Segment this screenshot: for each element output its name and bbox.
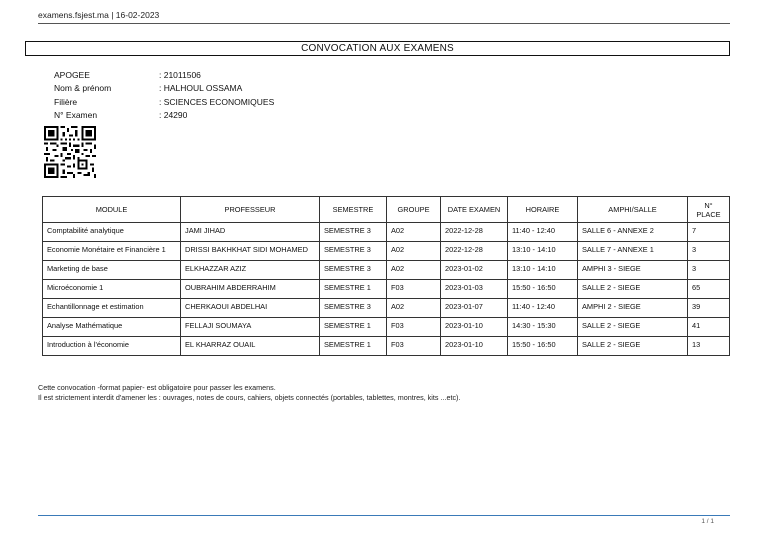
table-cell: SEMESTRE 1 xyxy=(320,337,387,356)
table-header-row xyxy=(43,197,730,223)
table-cell: EL KHARRAZ OUAIL xyxy=(181,337,320,356)
info-value: : HALHOUL OSSAMA xyxy=(159,83,243,94)
column-header: MODULE xyxy=(43,197,181,223)
table-cell: 2023-01-10 xyxy=(441,337,508,356)
table-cell: A02 xyxy=(387,242,441,261)
table-cell: 11:40 - 12:40 xyxy=(508,223,578,242)
table-cell: SEMESTRE 3 xyxy=(320,261,387,280)
table-row xyxy=(43,242,730,261)
table-cell: 2023-01-02 xyxy=(441,261,508,280)
info-row-apogee xyxy=(54,69,274,82)
table-cell: 15:50 - 16:50 xyxy=(508,337,578,356)
table-cell: JAMI JIHAD xyxy=(181,223,320,242)
exams-table xyxy=(42,196,730,356)
table-cell: Introduction à l'économie xyxy=(43,337,181,356)
notes xyxy=(38,383,460,402)
table-cell: Marketing de base xyxy=(43,261,181,280)
table-cell: 2023-01-03 xyxy=(441,280,508,299)
table-cell: 3 xyxy=(688,261,730,280)
table-cell: 2023-01-07 xyxy=(441,299,508,318)
table-cell: SALLE 2 - SIEGE xyxy=(578,318,688,337)
info-label: APOGEE xyxy=(54,70,90,80)
table-cell: 13:10 - 14:10 xyxy=(508,242,578,261)
info-label: Filière xyxy=(54,96,78,107)
info-label: Nom & prénom xyxy=(54,83,112,94)
table-cell: 3 xyxy=(688,242,730,261)
footer-divider xyxy=(38,515,730,516)
info-value: : SCIENCES ECONOMIQUES xyxy=(159,96,275,107)
table-cell: SALLE 7 - ANNEXE 1 xyxy=(578,242,688,261)
table-cell: Analyse Mathématique xyxy=(43,318,181,337)
table-cell: 11:40 - 12:40 xyxy=(508,299,578,318)
table-cell: Microéconomie 1 xyxy=(43,280,181,299)
table-cell: F03 xyxy=(387,280,441,299)
table-cell: 2023-01-10 xyxy=(441,318,508,337)
table-row xyxy=(43,261,730,280)
document-title: CONVOCATION AUX EXAMENS xyxy=(25,41,730,56)
info-row-filiere xyxy=(54,96,274,109)
table-cell: SALLE 2 - SIEGE xyxy=(578,280,688,299)
table-cell: 13 xyxy=(688,337,730,356)
qr-code-icon xyxy=(44,126,96,178)
table-cell: F03 xyxy=(387,318,441,337)
note-forbidden-items: Il est strictement interdit d'amener les : ouvrages, notes de cours, cahiers, objets connectés (portables, tablettes, montres, kits ...etc). xyxy=(38,392,461,402)
info-row-exam-number xyxy=(54,109,274,122)
table-cell: 65 xyxy=(688,280,730,299)
info-row-name xyxy=(54,82,274,95)
table-cell: A02 xyxy=(387,223,441,242)
table-cell: SEMESTRE 1 xyxy=(320,318,387,337)
info-label: N° Examen xyxy=(54,109,98,120)
page-header: examens.fsjest.ma | 16-02-2023 xyxy=(38,10,730,24)
table-cell: A02 xyxy=(387,299,441,318)
column-header: N° PLACE xyxy=(688,197,730,223)
info-value: : 21011506 xyxy=(159,70,201,80)
table-cell: AMPHI 2 - SIEGE xyxy=(578,299,688,318)
table-cell: Echantillonnage et estimation xyxy=(43,299,181,318)
column-header: HORAIRE xyxy=(508,197,578,223)
table-cell: AMPHI 3 - SIEGE xyxy=(578,261,688,280)
table-cell: 13:10 - 14:10 xyxy=(508,261,578,280)
column-header: SEMESTRE xyxy=(320,197,387,223)
table-cell: Economie Monétaire et Financière 1 xyxy=(43,242,181,261)
table-row xyxy=(43,337,730,356)
table-row xyxy=(43,223,730,242)
table-cell: SALLE 2 - SIEGE xyxy=(578,337,688,356)
table-cell: SEMESTRE 3 xyxy=(320,223,387,242)
table-cell: 41 xyxy=(688,318,730,337)
table-cell: SEMESTRE 3 xyxy=(320,299,387,318)
table-cell: SEMESTRE 1 xyxy=(320,280,387,299)
table-cell: Comptabilité analytique xyxy=(43,223,181,242)
table-cell: 39 xyxy=(688,299,730,318)
page-number: 1 / 1 xyxy=(701,518,714,525)
table-cell: 7 xyxy=(688,223,730,242)
table-cell: A02 xyxy=(387,261,441,280)
table-cell: F03 xyxy=(387,337,441,356)
table-cell: SEMESTRE 3 xyxy=(320,242,387,261)
table-cell: 2022-12-28 xyxy=(441,223,508,242)
table-cell: 2022-12-28 xyxy=(441,242,508,261)
table-row xyxy=(43,318,730,337)
table-cell: DRISSI BAKHKHAT SIDI MOHAMED xyxy=(181,242,320,261)
table-cell: SALLE 6 - ANNEXE 2 xyxy=(578,223,688,242)
column-header: PROFESSEUR xyxy=(181,197,320,223)
column-header: GROUPE xyxy=(387,197,441,223)
table-cell: CHERKAOUI ABDELHAI xyxy=(181,299,320,318)
table-cell: OUBRAHIM ABDERRAHIM xyxy=(181,280,320,299)
table-row xyxy=(43,299,730,318)
table-cell: 14:30 - 15:30 xyxy=(508,318,578,337)
column-header: AMPHI/SALLE xyxy=(578,197,688,223)
table-row xyxy=(43,280,730,299)
table-cell: 15:50 - 16:50 xyxy=(508,280,578,299)
student-info xyxy=(54,69,274,122)
note-paper-required: Cette convocation -format papier- est obligatoire pour passer les examens. xyxy=(38,383,276,392)
column-header: DATE EXAMEN xyxy=(441,197,508,223)
table-cell: FELLAJI SOUMAYA xyxy=(181,318,320,337)
info-value: : 24290 xyxy=(159,109,188,120)
table-cell: ELKHAZZAR AZIZ xyxy=(181,261,320,280)
